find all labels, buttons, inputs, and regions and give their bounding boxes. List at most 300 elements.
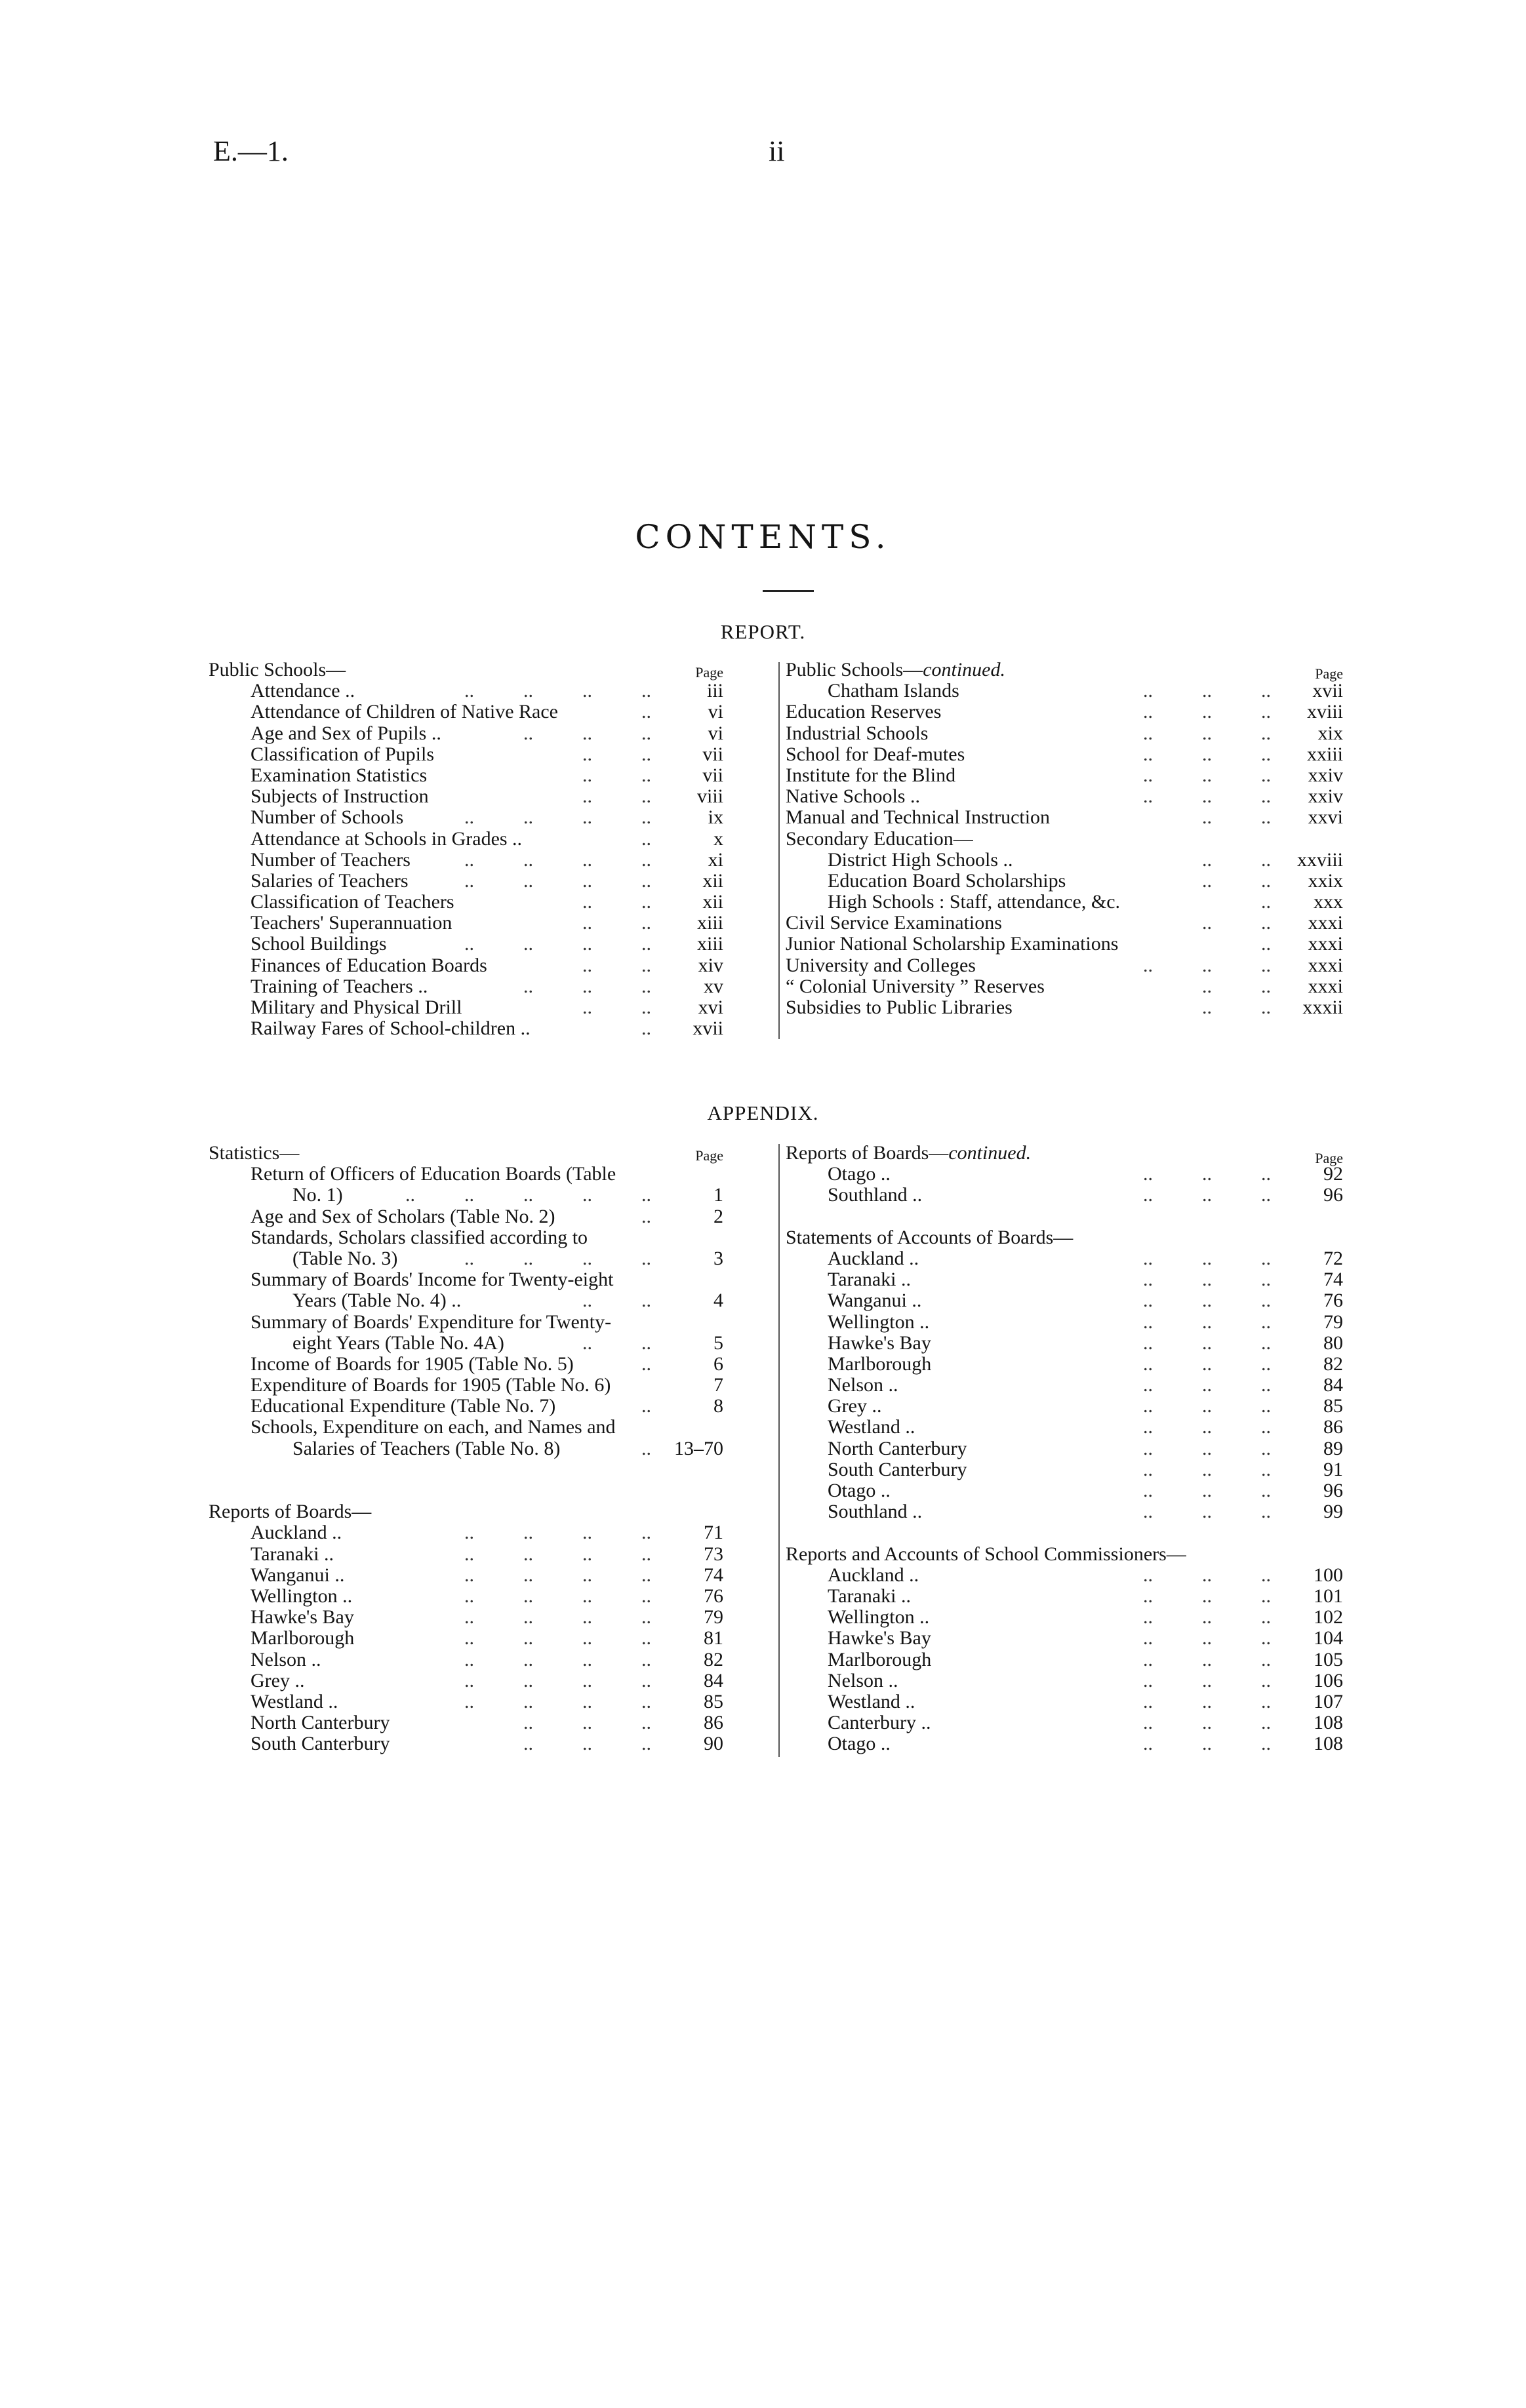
appendix-left-column (209, 1143, 723, 1754)
toc-entry-page: 104 (1314, 1627, 1343, 1649)
toc-entry-label: School for Deaf-mutes (786, 743, 965, 765)
toc-entry (209, 1185, 723, 1206)
toc-entry (786, 955, 1343, 976)
toc-entry (209, 1312, 723, 1333)
toc-entry-page: 76 (1323, 1290, 1343, 1312)
toc-entry (786, 765, 1343, 786)
toc-entry-page: 4 (713, 1290, 723, 1312)
toc-entry (786, 1733, 1343, 1754)
toc-entry (786, 1333, 1343, 1354)
toc-entry-label: School Buildings (251, 933, 387, 955)
toc-entry-page: xii (702, 891, 723, 913)
toc-entry (786, 1354, 1343, 1375)
toc-entry-label: Nelson .. (251, 1648, 321, 1670)
toc-entry (209, 1354, 723, 1375)
toc-entry (786, 1312, 1343, 1333)
toc-entry (209, 1143, 723, 1164)
page-column-heading: Page (1315, 1150, 1343, 1166)
toc-entry-page: viii (696, 785, 723, 808)
leader-dots: .. (641, 701, 651, 723)
toc-entry (786, 1544, 1343, 1565)
toc-entry (786, 1670, 1343, 1691)
toc-entry (786, 1164, 1343, 1185)
leader-dots: .. (641, 1437, 651, 1459)
toc-entry (209, 1227, 723, 1248)
toc-entry (786, 744, 1343, 765)
toc-entry-label: Teachers' Superannuation (251, 912, 452, 934)
toc-entry-page: xix (1317, 722, 1343, 744)
toc-entry-label: Subjects of Instruction (251, 785, 429, 808)
toc-entry (209, 871, 723, 892)
toc-entry (786, 1586, 1343, 1607)
leader-dots: .. .. .. (1143, 1480, 1271, 1501)
toc-entry (786, 1459, 1343, 1480)
page-number: ii (769, 135, 785, 167)
toc-entry (209, 1248, 723, 1269)
toc-entry-page: 8 (713, 1395, 723, 1417)
leader-dots: .. .. .. (1143, 1269, 1271, 1291)
toc-entry (209, 1480, 723, 1501)
toc-entry-page: 108 (1314, 1712, 1343, 1734)
toc-entry-page: 86 (1323, 1416, 1343, 1438)
leader-dots: .. .. .. (523, 1733, 651, 1755)
toc-entry (786, 1691, 1343, 1712)
toc-entry (209, 1586, 723, 1607)
leader-dots: .. .. .. (1143, 1395, 1271, 1417)
toc-entry-label: Westland .. (828, 1690, 915, 1712)
toc-entry-label: Westland .. (251, 1690, 338, 1712)
leader-dots: .. .. .. (1143, 1416, 1271, 1438)
toc-entry-label: Attendance .. (251, 680, 355, 702)
toc-entry-page: xviii (1306, 701, 1343, 723)
toc-entry (786, 1248, 1343, 1269)
toc-entry (209, 1628, 723, 1649)
toc-entry-label: Manual and Technical Instruction (786, 806, 1051, 829)
leader-dots: .. .. .. (1143, 1437, 1271, 1459)
toc-entry-page: ix (708, 806, 723, 829)
leader-dots: .. .. .. (1143, 1458, 1271, 1480)
toc-entry-page: xxiii (1306, 743, 1343, 765)
column-divider (778, 1144, 780, 1757)
leader-dots: .. .. .. (1143, 1606, 1271, 1628)
toc-entry-page: 108 (1314, 1733, 1343, 1755)
leader-dots: .. .. (1202, 975, 1271, 997)
toc-entry-label: Taranaki .. (828, 1585, 912, 1607)
leader-dots: .. .. .. .. (464, 1669, 651, 1691)
leader-dots: .. .. .. (1143, 743, 1271, 765)
toc-entry (786, 1290, 1343, 1311)
toc-entry-page: 82 (1323, 1352, 1343, 1375)
leader-dots: .. .. (582, 1290, 651, 1312)
section-title: Public Schools— (209, 659, 346, 681)
leader-dots: .. .. .. (1143, 1184, 1271, 1206)
toc-entry-label: Junior National Scholarship Examinations (786, 933, 1119, 955)
toc-entry-page: 89 (1323, 1437, 1343, 1459)
toc-entry-page: 106 (1314, 1669, 1343, 1691)
toc-entry-page: 7 (713, 1374, 723, 1396)
leader-dots: .. .. .. .. (464, 1564, 651, 1586)
toc-entry-page: 85 (704, 1690, 723, 1712)
toc-entry-label: Southland .. (828, 1501, 923, 1523)
toc-entry-label: Statements of Accounts of Boards— (786, 1226, 1074, 1248)
toc-entry (209, 1269, 723, 1290)
toc-entry-page: 105 (1314, 1648, 1343, 1670)
leader-dots: .. .. .. (1143, 954, 1271, 976)
leader-dots: .. (1261, 891, 1271, 913)
toc-entry-label: Wellington .. (828, 1311, 930, 1333)
toc-entry (209, 1544, 723, 1565)
toc-entry-label: Age and Sex of Pupils .. (251, 722, 441, 744)
appendix-right-list (786, 1164, 1343, 1754)
toc-entry-page: 102 (1314, 1606, 1343, 1628)
toc-entry-page: 74 (1323, 1269, 1343, 1291)
toc-entry-page: 85 (1323, 1395, 1343, 1417)
toc-entry-label: South Canterbury (828, 1458, 967, 1480)
toc-entry-label: Native Schools .. (786, 785, 920, 808)
toc-entry-page: xxxi (1308, 912, 1343, 934)
leader-dots: .. .. .. .. .. (405, 1184, 651, 1206)
leader-dots: .. .. (582, 1332, 651, 1354)
toc-entry (209, 1375, 723, 1396)
toc-entry (209, 1649, 723, 1670)
toc-entry (209, 997, 723, 1018)
toc-entry (209, 1670, 723, 1691)
report-heading: REPORT. (720, 620, 806, 643)
toc-entry-page: 13–70 (674, 1437, 723, 1459)
toc-entry (786, 1269, 1343, 1290)
toc-entry-label: Auckland .. (251, 1522, 342, 1544)
toc-entry-label: Marlborough (828, 1648, 932, 1670)
toc-entry-page: xvii (1312, 680, 1343, 702)
toc-entry (209, 765, 723, 786)
leader-dots: .. .. (582, 997, 651, 1018)
toc-entry (786, 1628, 1343, 1649)
title-rule (763, 590, 814, 592)
toc-entry (786, 1565, 1343, 1586)
toc-entry-page: 2 (713, 1205, 723, 1227)
toc-entry-label: Wellington .. (828, 1606, 930, 1628)
toc-entry-page: 101 (1314, 1585, 1343, 1607)
leader-dots: .. .. .. (1143, 1290, 1271, 1312)
toc-entry (209, 744, 723, 765)
toc-entry (786, 1501, 1343, 1522)
toc-entry-label: Civil Service Examinations (786, 912, 1002, 934)
toc-entry-label: Summary of Boards' Income for Twenty-eight (251, 1269, 614, 1291)
report-right-list (786, 681, 1343, 1018)
leader-dots: .. .. (1202, 869, 1271, 892)
toc-entry (786, 976, 1343, 997)
toc-entry (209, 701, 723, 722)
toc-entry-page: x (713, 827, 723, 850)
leader-dots: .. .. .. .. (464, 1690, 651, 1712)
toc-entry-label: Return of Officers of Education Boards (Table (251, 1163, 616, 1185)
leader-dots: .. .. .. .. (464, 848, 651, 871)
toc-entry-label: Marlborough (251, 1627, 355, 1649)
toc-entry-label: Number of Schools (251, 806, 404, 829)
report-left-list (209, 681, 723, 1039)
toc-entry (786, 1522, 1343, 1543)
toc-entry (786, 723, 1343, 744)
leader-dots: .. .. .. (1143, 785, 1271, 808)
toc-entry (209, 934, 723, 955)
leader-dots: .. .. .. .. (464, 806, 651, 829)
leader-dots: .. .. .. (1143, 1627, 1271, 1649)
toc-entry (786, 829, 1343, 850)
leader-dots: .. .. .. (1143, 1648, 1271, 1670)
toc-entry-page: 100 (1314, 1564, 1343, 1586)
toc-entry (786, 934, 1343, 955)
toc-entry (209, 1501, 723, 1522)
toc-entry-page: 79 (1323, 1311, 1343, 1333)
toc-entry-page: 71 (704, 1522, 723, 1544)
toc-entry (786, 892, 1343, 913)
toc-entry-page: 107 (1314, 1690, 1343, 1712)
toc-entry-label: Taranaki .. (251, 1543, 334, 1565)
toc-entry (786, 1712, 1343, 1733)
toc-entry (209, 1459, 723, 1480)
toc-entry-label: Examination Statistics (251, 764, 428, 786)
appendix-right-column (786, 1143, 1343, 1754)
toc-entry (209, 1417, 723, 1438)
toc-entry (786, 807, 1343, 828)
toc-entry (786, 1607, 1343, 1628)
toc-entry (786, 913, 1343, 934)
document-reference: E.—1. (213, 135, 289, 167)
toc-entry-page: xii (702, 869, 723, 892)
toc-entry-page: 99 (1323, 1501, 1343, 1523)
toc-entry-label: “ Colonial University ” Reserves (786, 975, 1045, 997)
toc-entry-label: Otago .. (828, 1163, 891, 1185)
leader-dots: .. .. .. (1143, 1669, 1271, 1691)
toc-entry-label: Nelson .. (828, 1374, 898, 1396)
toc-entry-page: 86 (704, 1712, 723, 1734)
section-heading (786, 1143, 1343, 1164)
toc-entry (209, 807, 723, 828)
toc-entry-page: xiii (696, 912, 723, 934)
toc-entry-label: Wanganui .. (828, 1290, 922, 1312)
toc-entry-page: xiv (698, 954, 723, 976)
toc-entry-label: Otago .. (828, 1480, 891, 1501)
toc-entry-label: Expenditure of Boards for 1905 (Table No. 6) (251, 1374, 611, 1396)
page-column-heading: Page (695, 664, 723, 681)
leader-dots: .. .. .. .. (464, 1585, 651, 1607)
toc-entry-label: Classification of Pupils (251, 743, 434, 765)
toc-entry-page: xxix (1308, 869, 1343, 892)
leader-dots: .. .. .. (523, 1712, 651, 1734)
leader-dots: .. .. .. .. (464, 1522, 651, 1544)
leader-dots: .. .. .. (523, 722, 651, 744)
toc-entry-page: 81 (704, 1627, 723, 1649)
leader-dots: .. .. .. (1143, 1501, 1271, 1523)
toc-entry-page: 73 (704, 1543, 723, 1565)
leader-dots: .. .. .. .. (464, 1247, 651, 1269)
toc-entry-label: No. 1) (292, 1184, 343, 1206)
toc-entry-label: Income of Boards for 1905 (Table No. 5) (251, 1352, 574, 1375)
toc-entry-page: xiii (696, 933, 723, 955)
leader-dots: .. (641, 1205, 651, 1227)
toc-entry-label: Subsidies to Public Libraries (786, 997, 1013, 1018)
leader-dots: .. .. .. (1143, 701, 1271, 723)
appendix-heading: APPENDIX. (707, 1101, 819, 1124)
page-column-heading: Page (695, 1147, 723, 1164)
toc-entry (786, 871, 1343, 892)
toc-entry-label: Industrial Schools (786, 722, 929, 744)
leader-dots: .. .. (582, 785, 651, 808)
page-column-heading: Page (1315, 665, 1343, 682)
leader-dots: .. .. (1202, 997, 1271, 1018)
leader-dots: .. .. .. (1143, 764, 1271, 786)
toc-entry-label: Attendance of Children of Native Race (251, 701, 558, 723)
toc-entry-label: Statistics— (209, 1142, 300, 1164)
toc-entry (786, 681, 1343, 701)
toc-entry (786, 1417, 1343, 1438)
toc-entry-label: Otago .. (828, 1733, 891, 1755)
toc-entry-page: xxvi (1308, 806, 1343, 829)
toc-entry-page: xi (708, 848, 723, 871)
toc-entry-label: (Table No. 3) (292, 1247, 398, 1269)
leader-dots: .. .. .. (1143, 1733, 1271, 1755)
leader-dots: .. .. (582, 954, 651, 976)
leader-dots: .. .. .. (1143, 1311, 1271, 1333)
report-left-column (209, 660, 723, 1039)
toc-entry-label: North Canterbury (251, 1712, 390, 1734)
toc-entry-label: Salaries of Teachers (251, 869, 409, 892)
toc-entry (209, 1565, 723, 1586)
toc-entry-label: Grey .. (828, 1395, 882, 1417)
toc-entry-label: North Canterbury (828, 1437, 967, 1459)
toc-entry-page: xxx (1314, 891, 1343, 913)
toc-entry-page: 79 (704, 1606, 723, 1628)
toc-entry-label: Training of Teachers .. (251, 975, 428, 997)
toc-entry-label: Taranaki .. (828, 1269, 912, 1291)
toc-entry (209, 1290, 723, 1311)
toc-entry-page: xxiv (1308, 764, 1343, 786)
toc-entry-page: 6 (713, 1352, 723, 1375)
toc-entry-label: Hawke's Bay (251, 1606, 354, 1628)
leader-dots: .. .. .. (523, 975, 651, 997)
toc-entry-page: xvi (698, 997, 723, 1018)
toc-entry (209, 829, 723, 850)
toc-entry-label: Auckland .. (828, 1247, 919, 1269)
toc-entry (209, 976, 723, 997)
leader-dots: .. (641, 1017, 651, 1040)
toc-entry (786, 1438, 1343, 1459)
leader-dots: .. .. (1202, 806, 1271, 829)
leader-dots: .. .. .. .. (464, 1648, 651, 1670)
toc-entry-label: Grey .. (251, 1669, 305, 1691)
toc-entry-label: Years (Table No. 4) .. (292, 1290, 462, 1312)
section-heading (209, 660, 723, 681)
toc-entry-label: Canterbury .. (828, 1712, 931, 1734)
toc-entry (209, 1396, 723, 1417)
toc-entry-page: vii (702, 743, 723, 765)
toc-entry-label: Institute for the Blind (786, 764, 956, 786)
toc-entry (209, 892, 723, 913)
leader-dots: .. .. .. .. (464, 869, 651, 892)
toc-entry-page: xxxii (1302, 997, 1343, 1018)
leader-dots: .. .. .. (1143, 1374, 1271, 1396)
toc-entry-label: Military and Physical Drill (251, 997, 462, 1018)
toc-entry-label: Wanganui .. (251, 1564, 345, 1586)
toc-entry-label: Reports of Boards— (209, 1501, 372, 1523)
toc-entry-label: Hawke's Bay (828, 1627, 931, 1649)
leader-dots: .. .. .. (1143, 1690, 1271, 1712)
toc-entry-page: 96 (1323, 1480, 1343, 1501)
leader-dots: .. .. .. .. (464, 1627, 651, 1649)
toc-entry-label: South Canterbury (251, 1733, 390, 1755)
report-right-column (786, 660, 1343, 1018)
toc-entry-label: Standards, Scholars classified according to (251, 1226, 588, 1248)
toc-entry (209, 1712, 723, 1733)
leader-dots: .. .. .. (1143, 722, 1271, 744)
toc-entry-label: Railway Fares of School-children .. (251, 1017, 531, 1040)
toc-entry-page: vi (708, 722, 723, 744)
toc-entry-page: 74 (704, 1564, 723, 1586)
column-divider (778, 662, 780, 1039)
leader-dots: .. (641, 1352, 651, 1375)
toc-entry-label: Schools, Expenditure on each, and Names and (251, 1416, 616, 1438)
toc-entry (209, 913, 723, 934)
section-title: Reports of Boards—continued. (786, 1142, 1032, 1164)
toc-entry-page: 90 (704, 1733, 723, 1755)
toc-entry (209, 786, 723, 807)
toc-entry-page: 3 (713, 1247, 723, 1269)
toc-entry (786, 1185, 1343, 1206)
toc-entry-label: Wellington .. (251, 1585, 353, 1607)
toc-entry-label: Reports and Accounts of School Commissioners— (786, 1543, 1186, 1565)
toc-entry-label: Number of Teachers (251, 848, 411, 871)
leader-dots: .. .. .. (1143, 1585, 1271, 1607)
leader-dots: .. .. (582, 891, 651, 913)
toc-entry-label: Summary of Boards' Expenditure for Twenty- (251, 1311, 612, 1333)
toc-entry-page: 1 (713, 1184, 723, 1206)
toc-entry (786, 701, 1343, 722)
toc-entry (209, 1018, 723, 1039)
toc-entry (786, 1227, 1343, 1248)
toc-entry-label: Hawke's Bay (828, 1332, 931, 1354)
leader-dots: .. .. (1202, 848, 1271, 871)
leader-dots: .. .. (582, 743, 651, 765)
leader-dots: .. .. .. (1143, 1247, 1271, 1269)
leader-dots: .. .. .. .. (464, 680, 651, 702)
toc-entry-label: Secondary Education— (786, 827, 973, 850)
toc-entry (209, 955, 723, 976)
toc-entry-page: xvii (693, 1017, 723, 1040)
toc-entry-label: Chatham Islands (828, 680, 959, 702)
leader-dots: .. .. .. .. (464, 933, 651, 955)
toc-entry (209, 1607, 723, 1628)
leader-dots: .. .. .. (1143, 1352, 1271, 1375)
toc-entry-page: 84 (704, 1669, 723, 1691)
toc-entry-page: 76 (704, 1585, 723, 1607)
toc-entry-label: Salaries of Teachers (Table No. 8) (292, 1437, 561, 1459)
leader-dots: .. .. .. (1143, 1332, 1271, 1354)
toc-entry-label: District High Schools .. (828, 848, 1013, 871)
toc-entry-page: vi (708, 701, 723, 723)
leader-dots: .. .. .. (1143, 1712, 1271, 1734)
toc-entry (209, 681, 723, 701)
toc-entry-page: iii (706, 680, 723, 702)
toc-entry-page: 5 (713, 1332, 723, 1354)
leader-dots: .. .. .. (1143, 680, 1271, 702)
toc-entry-label: High Schools : Staff, attendance, &c. (828, 891, 1121, 913)
toc-entry-label: Classification of Teachers (251, 891, 454, 913)
toc-entry-page: xxxi (1308, 933, 1343, 955)
toc-entry-page: xxxi (1308, 975, 1343, 997)
leader-dots: .. .. .. (1143, 1163, 1271, 1185)
toc-entry-page: vii (702, 764, 723, 786)
toc-entry-page: xv (704, 975, 723, 997)
